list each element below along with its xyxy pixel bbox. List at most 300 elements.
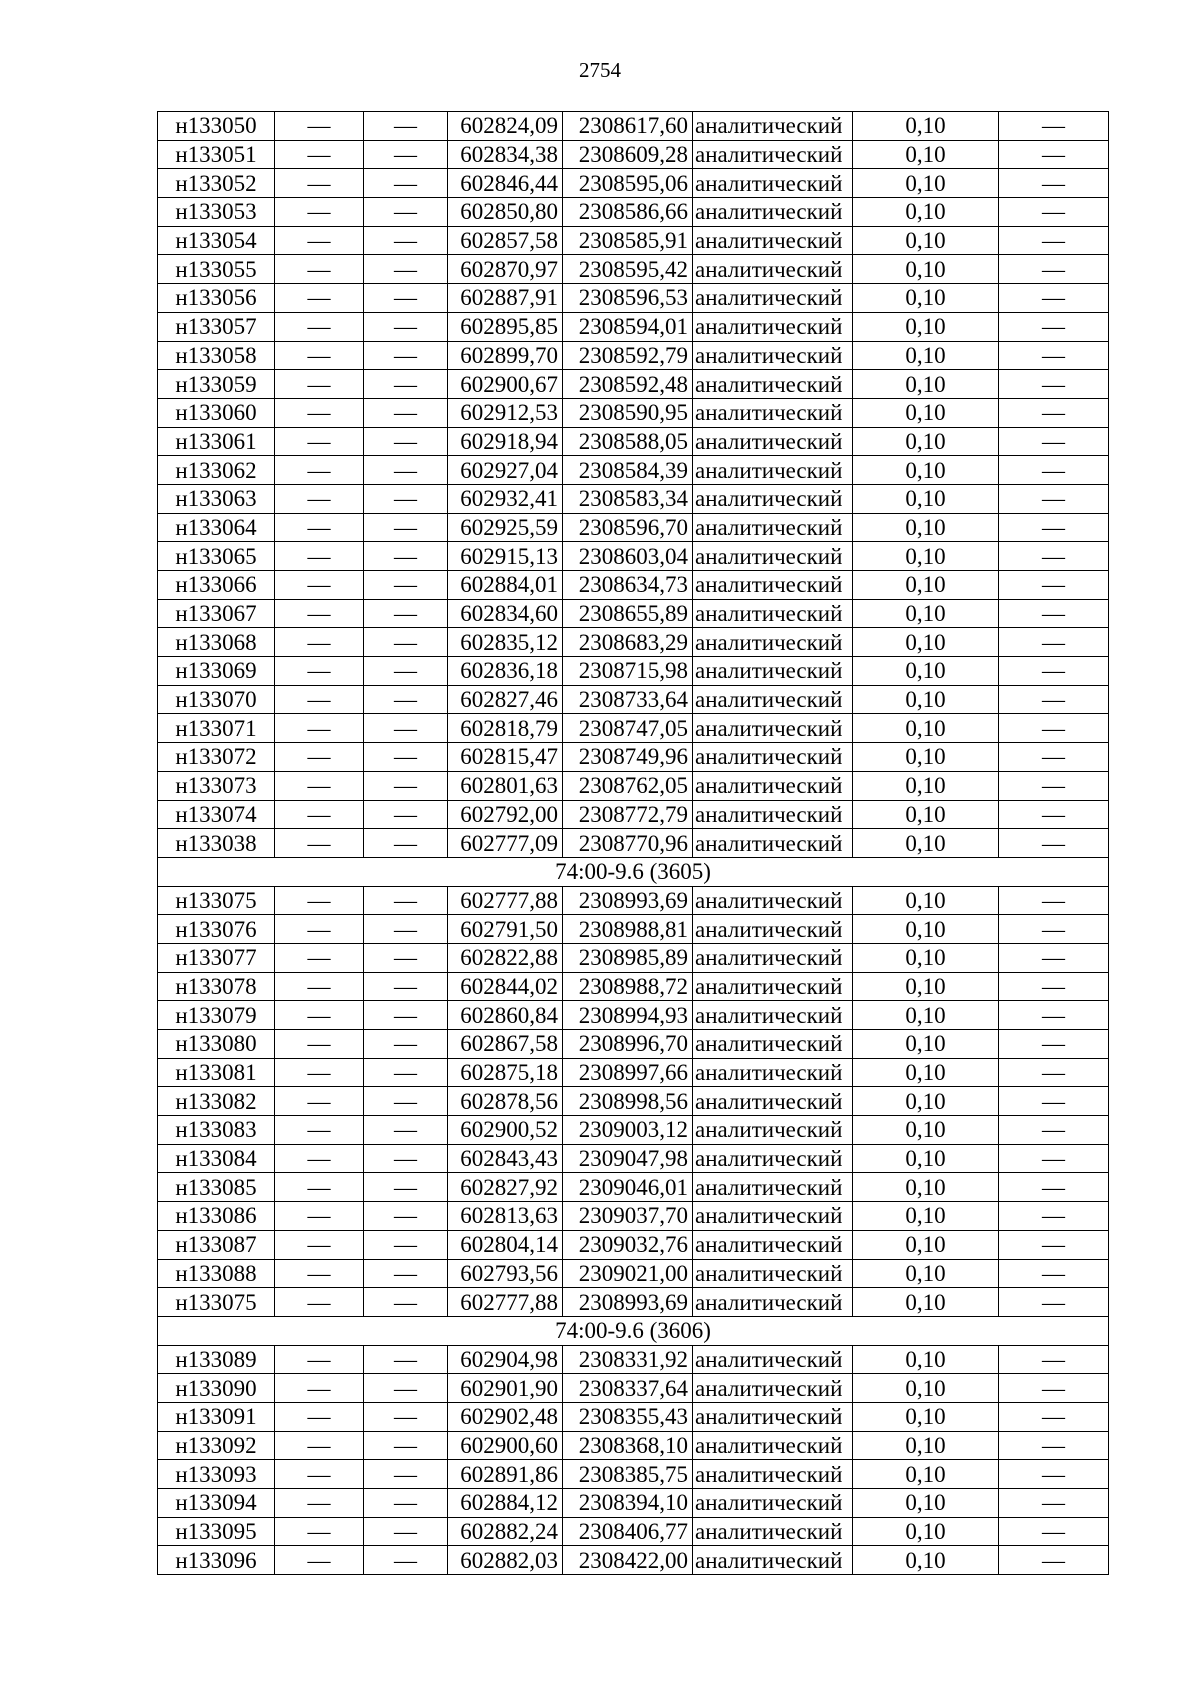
accuracy-cell: 0,10 [853,943,999,972]
x-coordinate-cell: 602887,91 [448,284,563,313]
point-name-cell: н133080 [158,1030,275,1059]
y-coordinate-cell: 2308588,05 [563,427,693,456]
table-row [158,1288,1109,1317]
dash-cell: — [364,1030,448,1059]
point-name-cell: н133050 [158,112,275,141]
point-name-cell: н133075 [158,1288,275,1317]
table-row [158,743,1109,772]
y-coordinate-cell: 2308733,64 [563,685,693,714]
point-name-cell: н133066 [158,571,275,600]
x-coordinate-cell: 602891,86 [448,1460,563,1489]
y-coordinate-cell: 2308993,69 [563,1288,693,1317]
table-row [158,1230,1109,1259]
y-coordinate-cell: 2308994,93 [563,1001,693,1030]
y-coordinate-cell: 2308592,48 [563,370,693,399]
y-coordinate-cell: 2308355,43 [563,1402,693,1431]
accuracy-cell: 0,10 [853,198,999,227]
method-cell: аналитический [693,542,853,571]
x-coordinate-cell: 602827,92 [448,1173,563,1202]
point-name-cell: н133053 [158,198,275,227]
dash-cell: — [364,1144,448,1173]
table-row [158,169,1109,198]
table-row [158,1202,1109,1231]
point-name-cell: н133057 [158,312,275,341]
method-cell: аналитический [693,1202,853,1231]
y-coordinate-cell: 2308603,04 [563,542,693,571]
table-row [158,484,1109,513]
x-coordinate-cell: 602777,09 [448,829,563,858]
dash-cell: — [999,1058,1109,1087]
dash-cell: — [275,1288,364,1317]
x-coordinate-cell: 602857,58 [448,226,563,255]
x-coordinate-cell: 602860,84 [448,1001,563,1030]
dash-cell: — [999,1202,1109,1231]
method-cell: аналитический [693,140,853,169]
point-name-cell: н133090 [158,1374,275,1403]
dash-cell: — [999,112,1109,141]
y-coordinate-cell: 2309047,98 [563,1144,693,1173]
point-name-cell: н133064 [158,513,275,542]
dash-cell: — [275,341,364,370]
method-cell: аналитический [693,255,853,284]
dash-cell: — [275,771,364,800]
y-coordinate-cell: 2308394,10 [563,1489,693,1518]
table-row [158,1374,1109,1403]
dash-cell: — [999,398,1109,427]
dash-cell: — [275,456,364,485]
accuracy-cell: 0,10 [853,685,999,714]
x-coordinate-cell: 602822,88 [448,943,563,972]
coordinates-table-body [158,112,1109,1575]
accuracy-cell: 0,10 [853,571,999,600]
table-row [158,226,1109,255]
point-name-cell: н133092 [158,1431,275,1460]
y-coordinate-cell: 2308583,34 [563,484,693,513]
accuracy-cell: 0,10 [853,599,999,628]
point-name-cell: н133088 [158,1259,275,1288]
dash-cell: — [999,484,1109,513]
table-row [158,1058,1109,1087]
dash-cell: — [999,226,1109,255]
table-row [158,599,1109,628]
dash-cell: — [275,112,364,141]
table-row [158,341,1109,370]
x-coordinate-cell: 602846,44 [448,169,563,198]
x-coordinate-cell: 602915,13 [448,542,563,571]
y-coordinate-cell: 2308422,00 [563,1546,693,1575]
dash-cell: — [275,255,364,284]
y-coordinate-cell: 2308772,79 [563,800,693,829]
method-cell: аналитический [693,1144,853,1173]
dash-cell: — [364,1087,448,1116]
y-coordinate-cell: 2308996,70 [563,1030,693,1059]
accuracy-cell: 0,10 [853,1517,999,1546]
dash-cell: — [275,1087,364,1116]
accuracy-cell: 0,10 [853,341,999,370]
dash-cell: — [999,1144,1109,1173]
dash-cell: — [364,943,448,972]
point-name-cell: н133084 [158,1144,275,1173]
dash-cell: — [999,1546,1109,1575]
point-name-cell: н133059 [158,370,275,399]
x-coordinate-cell: 602900,60 [448,1431,563,1460]
method-cell: аналитический [693,1517,853,1546]
y-coordinate-cell: 2308747,05 [563,714,693,743]
table-row [158,1546,1109,1575]
accuracy-cell: 0,10 [853,456,999,485]
x-coordinate-cell: 602870,97 [448,255,563,284]
dash-cell: — [999,571,1109,600]
table-row [158,312,1109,341]
dash-cell: — [364,484,448,513]
method-cell: аналитический [693,1402,853,1431]
y-coordinate-cell: 2308406,77 [563,1517,693,1546]
method-cell: аналитический [693,714,853,743]
method-cell: аналитический [693,112,853,141]
section-title: 74:00-9.6 (3605) [158,857,1109,886]
table-row [158,800,1109,829]
x-coordinate-cell: 602843,43 [448,1144,563,1173]
dash-cell: — [364,1546,448,1575]
accuracy-cell: 0,10 [853,657,999,686]
y-coordinate-cell: 2308988,81 [563,915,693,944]
accuracy-cell: 0,10 [853,743,999,772]
y-coordinate-cell: 2308609,28 [563,140,693,169]
method-cell: аналитический [693,1374,853,1403]
table-row [158,628,1109,657]
method-cell: аналитический [693,484,853,513]
dash-cell: — [364,800,448,829]
dash-cell: — [275,1116,364,1145]
point-name-cell: н133060 [158,398,275,427]
accuracy-cell: 0,10 [853,1144,999,1173]
accuracy-cell: 0,10 [853,1173,999,1202]
accuracy-cell: 0,10 [853,140,999,169]
method-cell: аналитический [693,284,853,313]
x-coordinate-cell: 602900,67 [448,370,563,399]
table-row [158,1402,1109,1431]
dash-cell: — [364,1345,448,1374]
dash-cell: — [275,972,364,1001]
point-name-cell: н133085 [158,1173,275,1202]
section-title: 74:00-9.6 (3606) [158,1316,1109,1345]
y-coordinate-cell: 2309021,00 [563,1259,693,1288]
dash-cell: — [364,284,448,313]
dash-cell: — [999,341,1109,370]
dash-cell: — [364,972,448,1001]
x-coordinate-cell: 602884,12 [448,1489,563,1518]
table-row [158,829,1109,858]
dash-cell: — [999,312,1109,341]
dash-cell: — [999,1230,1109,1259]
method-cell: аналитический [693,513,853,542]
dash-cell: — [275,513,364,542]
dash-cell: — [999,1288,1109,1317]
accuracy-cell: 0,10 [853,1202,999,1231]
point-name-cell: н133075 [158,886,275,915]
method-cell: аналитический [693,456,853,485]
y-coordinate-cell: 2308749,96 [563,743,693,772]
table-row [158,771,1109,800]
dash-cell: — [364,628,448,657]
section-header-row [158,857,1109,886]
accuracy-cell: 0,10 [853,255,999,284]
point-name-cell: н133061 [158,427,275,456]
y-coordinate-cell: 2308988,72 [563,972,693,1001]
point-name-cell: н133038 [158,829,275,858]
dash-cell: — [999,685,1109,714]
y-coordinate-cell: 2308997,66 [563,1058,693,1087]
dash-cell: — [275,915,364,944]
point-name-cell: н133067 [158,599,275,628]
accuracy-cell: 0,10 [853,1489,999,1518]
method-cell: аналитический [693,800,853,829]
accuracy-cell: 0,10 [853,1058,999,1087]
method-cell: аналитический [693,972,853,1001]
method-cell: аналитический [693,685,853,714]
method-cell: аналитический [693,226,853,255]
accuracy-cell: 0,10 [853,398,999,427]
dash-cell: — [364,886,448,915]
page-number: 2754 [579,58,621,82]
dash-cell: — [275,943,364,972]
y-coordinate-cell: 2308683,29 [563,628,693,657]
method-cell: аналитический [693,1546,853,1575]
dash-cell: — [999,915,1109,944]
dash-cell: — [999,743,1109,772]
dash-cell: — [364,743,448,772]
dash-cell: — [275,312,364,341]
x-coordinate-cell: 602815,47 [448,743,563,772]
point-name-cell: н133054 [158,226,275,255]
x-coordinate-cell: 602904,98 [448,1345,563,1374]
dash-cell: — [364,1116,448,1145]
x-coordinate-cell: 602899,70 [448,341,563,370]
dash-cell: — [364,1202,448,1231]
accuracy-cell: 0,10 [853,112,999,141]
accuracy-cell: 0,10 [853,1288,999,1317]
x-coordinate-cell: 602792,00 [448,800,563,829]
method-cell: аналитический [693,370,853,399]
x-coordinate-cell: 602882,24 [448,1517,563,1546]
method-cell: аналитический [693,198,853,227]
dash-cell: — [275,628,364,657]
dash-cell: — [999,599,1109,628]
x-coordinate-cell: 602875,18 [448,1058,563,1087]
table-row [158,398,1109,427]
accuracy-cell: 0,10 [853,972,999,1001]
dash-cell: — [999,1030,1109,1059]
table-row [158,1489,1109,1518]
dash-cell: — [999,370,1109,399]
dash-cell: — [275,1030,364,1059]
dash-cell: — [999,714,1109,743]
method-cell: аналитический [693,1230,853,1259]
accuracy-cell: 0,10 [853,370,999,399]
dash-cell: — [999,628,1109,657]
y-coordinate-cell: 2308595,42 [563,255,693,284]
method-cell: аналитический [693,599,853,628]
accuracy-cell: 0,10 [853,542,999,571]
method-cell: аналитический [693,743,853,772]
x-coordinate-cell: 602834,60 [448,599,563,628]
accuracy-cell: 0,10 [853,1087,999,1116]
method-cell: аналитический [693,1087,853,1116]
table-row [158,1517,1109,1546]
dash-cell: — [999,829,1109,858]
dash-cell: — [364,341,448,370]
dash-cell: — [275,829,364,858]
x-coordinate-cell: 602777,88 [448,1288,563,1317]
dash-cell: — [364,1259,448,1288]
point-name-cell: н133078 [158,972,275,1001]
table-row [158,1087,1109,1116]
dash-cell: — [999,542,1109,571]
x-coordinate-cell: 602827,46 [448,685,563,714]
accuracy-cell: 0,10 [853,1374,999,1403]
method-cell: аналитический [693,398,853,427]
dash-cell: — [364,1001,448,1030]
dash-cell: — [364,657,448,686]
method-cell: аналитический [693,312,853,341]
point-name-cell: н133055 [158,255,275,284]
x-coordinate-cell: 602901,90 [448,1374,563,1403]
table-row [158,255,1109,284]
dash-cell: — [275,1058,364,1087]
dash-cell: — [999,771,1109,800]
y-coordinate-cell: 2308596,53 [563,284,693,313]
method-cell: аналитический [693,915,853,944]
dash-cell: — [275,714,364,743]
dash-cell: — [275,1202,364,1231]
y-coordinate-cell: 2309037,70 [563,1202,693,1231]
dash-cell: — [275,1001,364,1030]
accuracy-cell: 0,10 [853,226,999,255]
table-row [158,943,1109,972]
dash-cell: — [364,169,448,198]
x-coordinate-cell: 602836,18 [448,657,563,686]
dash-cell: — [364,226,448,255]
method-cell: аналитический [693,771,853,800]
dash-cell: — [275,599,364,628]
dash-cell: — [275,1259,364,1288]
y-coordinate-cell: 2308998,56 [563,1087,693,1116]
y-coordinate-cell: 2309032,76 [563,1230,693,1259]
point-name-cell: н133089 [158,1345,275,1374]
table-row [158,714,1109,743]
accuracy-cell: 0,10 [853,1402,999,1431]
dash-cell: — [364,427,448,456]
table-row [158,685,1109,714]
point-name-cell: н133081 [158,1058,275,1087]
table-row [158,1116,1109,1145]
dash-cell: — [364,542,448,571]
table-row [158,1030,1109,1059]
y-coordinate-cell: 2308634,73 [563,571,693,600]
dash-cell: — [275,198,364,227]
coordinates-table [157,111,1109,1575]
dash-cell: — [275,140,364,169]
table-row [158,886,1109,915]
dash-cell: — [999,1431,1109,1460]
point-name-cell: н133093 [158,1460,275,1489]
point-name-cell: н133094 [158,1489,275,1518]
accuracy-cell: 0,10 [853,284,999,313]
x-coordinate-cell: 602801,63 [448,771,563,800]
x-coordinate-cell: 602777,88 [448,886,563,915]
method-cell: аналитический [693,1288,853,1317]
point-name-cell: н133051 [158,140,275,169]
accuracy-cell: 0,10 [853,513,999,542]
section-header-row [158,1316,1109,1345]
y-coordinate-cell: 2308595,06 [563,169,693,198]
method-cell: аналитический [693,1116,853,1145]
method-cell: аналитический [693,886,853,915]
accuracy-cell: 0,10 [853,484,999,513]
dash-cell: — [999,1460,1109,1489]
dash-cell: — [999,1001,1109,1030]
x-coordinate-cell: 602882,03 [448,1546,563,1575]
accuracy-cell: 0,10 [853,1546,999,1575]
y-coordinate-cell: 2308337,64 [563,1374,693,1403]
dash-cell: — [275,1230,364,1259]
point-name-cell: н133070 [158,685,275,714]
dash-cell: — [364,1288,448,1317]
dash-cell: — [999,1259,1109,1288]
dash-cell: — [999,1517,1109,1546]
accuracy-cell: 0,10 [853,427,999,456]
y-coordinate-cell: 2308585,91 [563,226,693,255]
table-row [158,1173,1109,1202]
dash-cell: — [364,571,448,600]
dash-cell: — [275,1489,364,1518]
y-coordinate-cell: 2308590,95 [563,398,693,427]
method-cell: аналитический [693,169,853,198]
accuracy-cell: 0,10 [853,1001,999,1030]
dash-cell: — [275,571,364,600]
y-coordinate-cell: 2308594,01 [563,312,693,341]
dash-cell: — [999,1173,1109,1202]
table-row [158,427,1109,456]
dash-cell: — [999,1116,1109,1145]
dash-cell: — [999,1402,1109,1431]
dash-cell: — [364,1230,448,1259]
dash-cell: — [364,513,448,542]
point-name-cell: н133083 [158,1116,275,1145]
point-name-cell: н133086 [158,1202,275,1231]
accuracy-cell: 0,10 [853,1460,999,1489]
point-name-cell: н133082 [158,1087,275,1116]
method-cell: аналитический [693,1259,853,1288]
accuracy-cell: 0,10 [853,714,999,743]
point-name-cell: н133071 [158,714,275,743]
dash-cell: — [364,312,448,341]
dash-cell: — [999,284,1109,313]
dash-cell: — [999,1374,1109,1403]
dash-cell: — [275,542,364,571]
y-coordinate-cell: 2308584,39 [563,456,693,485]
table-row [158,1460,1109,1489]
y-coordinate-cell: 2308985,89 [563,943,693,972]
dash-cell: — [364,1173,448,1202]
dash-cell: — [999,513,1109,542]
dash-cell: — [999,456,1109,485]
dash-cell: — [275,685,364,714]
dash-cell: — [275,370,364,399]
x-coordinate-cell: 602900,52 [448,1116,563,1145]
method-cell: аналитический [693,1489,853,1518]
method-cell: аналитический [693,571,853,600]
